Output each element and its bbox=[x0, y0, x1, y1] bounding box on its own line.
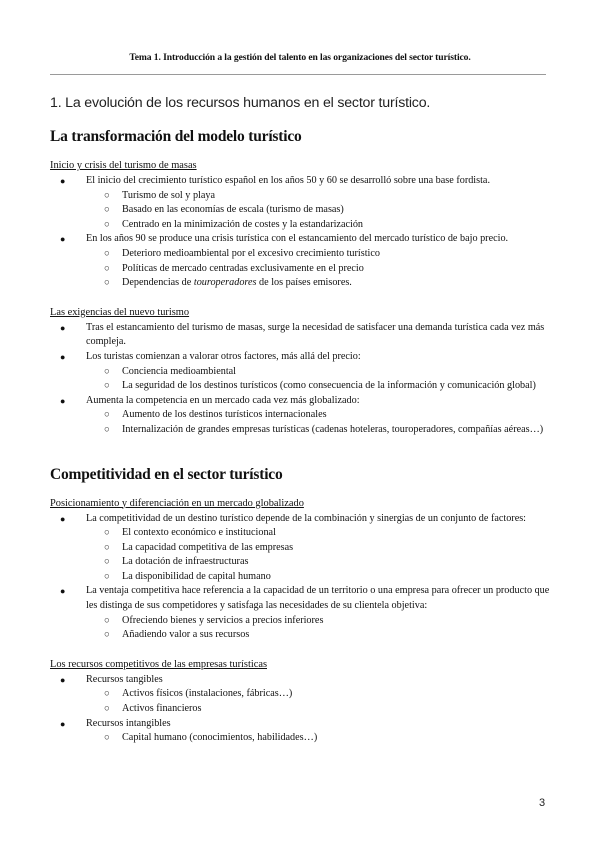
bullet-list bbox=[50, 321, 550, 438]
circle-bullet-icon: ○ bbox=[104, 424, 110, 435]
sub-list bbox=[86, 247, 550, 291]
sub-list-item bbox=[86, 262, 550, 277]
bullet-list bbox=[50, 512, 550, 643]
sub-list-item-text: Activos físicos (instalaciones, fábricas…) bbox=[122, 688, 293, 700]
bullet-icon: ● bbox=[60, 176, 66, 186]
sub-list-item-text: La dotación de infraestructuras bbox=[122, 556, 249, 568]
sub-list-item bbox=[86, 702, 550, 717]
subsection bbox=[50, 306, 550, 438]
main-heading: 1. La evolución de los recursos humanos en el sector turístico. bbox=[50, 95, 431, 111]
sub-list-item-text: Basado en las economías de escala (turismo de masas) bbox=[122, 204, 344, 216]
circle-bullet-icon: ○ bbox=[104, 219, 110, 230]
sub-list-item bbox=[86, 379, 550, 394]
sub-list-item-text: La seguridad de los destinos turísticos (como consecuencia de la información y comunicación global) bbox=[122, 380, 536, 392]
sub-list bbox=[86, 731, 550, 746]
list-item-text: Recursos intangibles bbox=[86, 717, 171, 729]
sub-list-item bbox=[86, 423, 550, 438]
list-item-text: En los años 90 se produce una crisis turística con el estancamiento del mercado turístico de bajo precio. bbox=[86, 233, 509, 245]
list-item bbox=[50, 512, 550, 585]
sub-list-item bbox=[86, 276, 550, 291]
sub-list bbox=[86, 408, 550, 437]
section-title: Competitividad en el sector turístico bbox=[50, 465, 283, 483]
sub-list-item bbox=[86, 365, 550, 380]
circle-bullet-icon: ○ bbox=[104, 366, 110, 377]
sub-list-item-text: Políticas de mercado centradas exclusivamente en el precio bbox=[122, 262, 364, 274]
sub-list-item bbox=[86, 203, 550, 218]
subsection bbox=[50, 159, 550, 291]
list-item bbox=[50, 350, 550, 394]
subsection-title: Posicionamiento y diferenciación en un mercado globalizado bbox=[50, 497, 304, 509]
sub-list bbox=[86, 614, 550, 643]
sub-list-item bbox=[86, 570, 550, 585]
list-item-text: La competitividad de un destino turístico depende de la combinación y sinergias de un conjunto de factores: bbox=[86, 512, 527, 524]
spacer bbox=[50, 453, 550, 465]
sub-list-item bbox=[86, 731, 550, 746]
header-divider bbox=[50, 74, 546, 75]
sub-list-item-text-end: de los países emisores. bbox=[256, 277, 352, 289]
sub-list-item-text: Activos financieros bbox=[122, 703, 202, 715]
circle-bullet-icon: ○ bbox=[104, 528, 110, 539]
circle-bullet-icon: ○ bbox=[104, 263, 110, 274]
sub-list-item bbox=[86, 687, 550, 702]
subsection bbox=[50, 658, 550, 746]
list-item-text: El inicio del crecimiento turístico español en los años 50 y 60 se desarrolló sobre una base fordista. bbox=[86, 175, 490, 186]
subsection bbox=[50, 497, 550, 643]
circle-bullet-icon: ○ bbox=[104, 190, 110, 201]
list-item-text: Aumenta la competencia en un mercado cada vez más globalizado: bbox=[86, 394, 360, 406]
sub-list bbox=[86, 189, 550, 233]
circle-bullet-icon: ○ bbox=[104, 410, 110, 421]
circle-bullet-icon: ○ bbox=[104, 557, 110, 568]
sub-list-item bbox=[86, 189, 550, 204]
bullet-icon: ● bbox=[60, 674, 66, 685]
sub-list bbox=[86, 365, 550, 394]
list-item bbox=[50, 673, 550, 717]
bullet-list bbox=[50, 673, 550, 746]
sub-list-item bbox=[86, 541, 550, 556]
sub-list-item bbox=[86, 628, 550, 643]
sub-list-item-text: Ofreciendo bienes y servicios a precios inferiores bbox=[122, 614, 324, 626]
subsection-title: Las exigencias del nuevo turismo bbox=[50, 306, 190, 318]
page-number: 3 bbox=[539, 797, 546, 809]
circle-bullet-icon: ○ bbox=[104, 248, 110, 259]
sub-list-item-text: Centrado en la minimización de costes y la estandarización bbox=[122, 218, 364, 230]
sub-list-item-text: Internalización de grandes empresas turísticas (cadenas hoteleras, touroperadores, compañías aéreas…) bbox=[122, 423, 544, 435]
bullet-list bbox=[50, 174, 550, 291]
circle-bullet-icon: ○ bbox=[104, 205, 110, 216]
circle-bullet-icon: ○ bbox=[104, 689, 110, 700]
bullet-icon: ● bbox=[60, 718, 66, 729]
sub-list-item-text: Añadiendo valor a sus recursos bbox=[122, 629, 250, 641]
list-item bbox=[50, 717, 550, 746]
circle-bullet-icon: ○ bbox=[104, 571, 110, 582]
sub-list-item bbox=[86, 526, 550, 541]
sub-list-item-text: Aumento de los destinos turísticos internacionales bbox=[122, 409, 327, 421]
subsection-title: Inicio y crisis del turismo de masas bbox=[50, 160, 197, 171]
sub-list-item-text: Turismo de sol y playa bbox=[122, 189, 216, 201]
sub-list-item-text: La disponibilidad de capital humano bbox=[122, 570, 271, 582]
sub-list-item-text: La capacidad competitiva de las empresas bbox=[122, 541, 294, 553]
list-item bbox=[50, 174, 550, 232]
list-item bbox=[50, 232, 550, 290]
list-item bbox=[50, 321, 550, 350]
sub-list bbox=[86, 526, 550, 584]
bullet-icon: ● bbox=[60, 586, 66, 597]
sub-list-item bbox=[86, 218, 550, 233]
emphasized-term: touroperadores bbox=[193, 277, 257, 289]
circle-bullet-icon: ○ bbox=[104, 542, 110, 553]
page-content bbox=[50, 94, 550, 761]
sub-list-item bbox=[86, 247, 550, 262]
bullet-icon: ● bbox=[60, 395, 66, 406]
circle-bullet-icon: ○ bbox=[104, 704, 110, 715]
circle-bullet-icon: ○ bbox=[104, 381, 110, 392]
sub-list-item bbox=[86, 408, 550, 423]
bullet-icon: ● bbox=[60, 322, 66, 333]
section-title: La transformación del modelo turístico bbox=[50, 128, 302, 145]
list-item-text: Los turistas comienzan a valorar otros factores, más allá del precio: bbox=[86, 350, 361, 362]
sub-list-item bbox=[86, 614, 550, 629]
circle-bullet-icon: ○ bbox=[104, 278, 110, 289]
sub-list-item-text: Dependencias de bbox=[122, 277, 194, 289]
list-item-text: La ventaja competitiva hace referencia a la capacidad de un territorio o una empresa para ofrecer un producto que les distinga de sus competidores y satisfaga las necesidades de su clientela objetiva: bbox=[86, 585, 550, 612]
sub-list-item-text: Conciencia medioambiental bbox=[122, 365, 237, 377]
sub-list-item-text: Capital humano (conocimientos, habilidades…) bbox=[122, 732, 318, 744]
circle-bullet-icon: ○ bbox=[104, 630, 110, 641]
bullet-icon: ● bbox=[60, 234, 66, 245]
bullet-icon: ● bbox=[60, 513, 66, 524]
sub-list-item-text: El contexto económico e institucional bbox=[122, 527, 276, 539]
sub-list-item bbox=[86, 555, 550, 570]
list-item-text: Tras el estancamiento del turismo de masas, surge la necesidad de satisfacer una demanda turística cada vez más compleja. bbox=[86, 321, 545, 348]
sub-list bbox=[86, 687, 550, 716]
sub-list-item-text: Deterioro medioambiental por el excesivo crecimiento turístico bbox=[122, 247, 380, 259]
list-item bbox=[50, 584, 550, 642]
list-item-text: Recursos tangibles bbox=[86, 673, 163, 685]
page-header: Tema 1. Introducción a la gestión del talento en las organizaciones del sector turístico. bbox=[129, 52, 471, 63]
circle-bullet-icon: ○ bbox=[104, 615, 110, 626]
circle-bullet-icon: ○ bbox=[104, 733, 110, 744]
bullet-icon: ● bbox=[60, 351, 66, 362]
list-item bbox=[50, 394, 550, 438]
subsection-title: Los recursos competitivos de las empresas turísticas bbox=[50, 658, 267, 670]
